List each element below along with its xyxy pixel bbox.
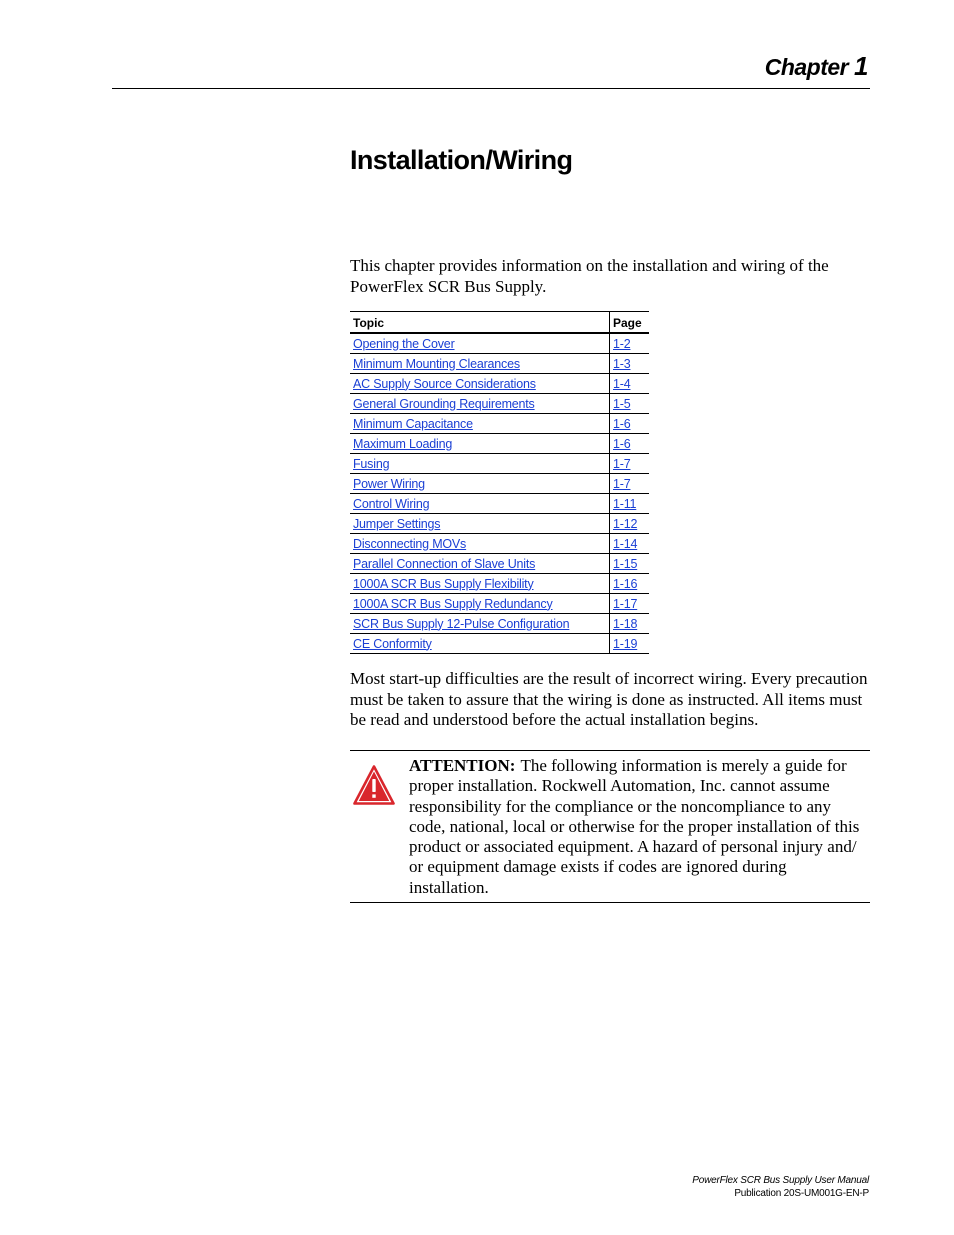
topic-link[interactable]: Jumper Settings bbox=[350, 514, 610, 534]
topic-link[interactable]: 1000A SCR Bus Supply Flexibility bbox=[350, 574, 610, 594]
footer-publication: Publication 20S-UM001G-EN-P bbox=[734, 1188, 869, 1199]
table-row bbox=[350, 354, 649, 374]
page-link[interactable]: 1-4 bbox=[610, 374, 650, 394]
page-link[interactable]: 1-11 bbox=[610, 494, 650, 514]
table-row bbox=[350, 534, 649, 554]
table-row bbox=[350, 394, 649, 414]
wiring-warning-paragraph: Most start-up difficulties are the result of incorrect wiring. Every precaution must be taken to assure that the wiring is done as instructed. All items must be read and understood before the actual installation begins. bbox=[350, 669, 868, 729]
topic-link[interactable]: General Grounding Requirements bbox=[350, 394, 610, 414]
topic-link[interactable]: Disconnecting MOVs bbox=[350, 534, 610, 554]
table-row bbox=[350, 374, 649, 394]
table-row bbox=[350, 434, 649, 454]
topic-link[interactable]: Control Wiring bbox=[350, 494, 610, 514]
intro-paragraph: This chapter provides information on the installation and wiring of the PowerFlex SCR Bus Supply. bbox=[350, 256, 829, 296]
topics-table bbox=[350, 311, 649, 654]
page-column-header: Page bbox=[610, 312, 650, 334]
page-link[interactable]: 1-6 bbox=[610, 414, 650, 434]
page-link[interactable]: 1-15 bbox=[610, 554, 650, 574]
topic-column-header: Topic bbox=[350, 312, 610, 334]
table-row bbox=[350, 594, 649, 614]
attention-box bbox=[350, 750, 870, 903]
page-link[interactable]: 1-2 bbox=[610, 333, 650, 354]
chapter-label: Chapter bbox=[764, 54, 849, 80]
page-link[interactable]: 1-5 bbox=[610, 394, 650, 414]
table-row bbox=[350, 414, 649, 434]
topic-link[interactable]: AC Supply Source Considerations bbox=[350, 374, 610, 394]
chapter-number: 1 bbox=[854, 51, 868, 81]
table-row bbox=[350, 614, 649, 634]
topics-table-body bbox=[350, 333, 649, 654]
table-row bbox=[350, 454, 649, 474]
table-header-row bbox=[350, 312, 649, 334]
page-link[interactable]: 1-7 bbox=[610, 474, 650, 494]
table-row bbox=[350, 574, 649, 594]
table-row bbox=[350, 474, 649, 494]
chapter-rule bbox=[112, 88, 870, 89]
topic-link[interactable]: Minimum Capacitance bbox=[350, 414, 610, 434]
topic-link[interactable]: Minimum Mounting Clearances bbox=[350, 354, 610, 374]
page-link[interactable]: 1-3 bbox=[610, 354, 650, 374]
page-footer bbox=[692, 1174, 869, 1200]
attention-label: ATTENTION: bbox=[409, 756, 516, 775]
table-row bbox=[350, 333, 649, 354]
page-link[interactable]: 1-18 bbox=[610, 614, 650, 634]
table-row bbox=[350, 634, 649, 654]
table-row bbox=[350, 494, 649, 514]
page-link[interactable]: 1-12 bbox=[610, 514, 650, 534]
chapter-heading bbox=[765, 52, 868, 81]
topic-link[interactable]: CE Conformity bbox=[350, 634, 610, 654]
page-title: Installation/Wiring bbox=[350, 145, 573, 175]
warning-triangle-icon bbox=[353, 765, 395, 805]
topic-link[interactable]: SCR Bus Supply 12-Pulse Configuration bbox=[350, 614, 610, 634]
page-link[interactable]: 1-16 bbox=[610, 574, 650, 594]
page-link[interactable]: 1-17 bbox=[610, 594, 650, 614]
topic-link[interactable]: Maximum Loading bbox=[350, 434, 610, 454]
attention-text bbox=[409, 756, 867, 898]
page-link[interactable]: 1-6 bbox=[610, 434, 650, 454]
attention-body: The following information is merely a guide for proper installation. Rockwell Automation, Inc. cannot assume responsibility for the compliance or the noncompliance to any code, national, local or otherwise for the proper installation of this product or associated equipment. A hazard of personal injury and/ or equipment damage exists if codes are ignored during installation. bbox=[409, 756, 860, 897]
table-row bbox=[350, 554, 649, 574]
table-row bbox=[350, 514, 649, 534]
topic-link[interactable]: Opening the Cover bbox=[350, 333, 610, 354]
footer-manual-title: PowerFlex SCR Bus Supply User Manual bbox=[692, 1175, 869, 1186]
topic-link[interactable]: Power Wiring bbox=[350, 474, 610, 494]
topic-link[interactable]: 1000A SCR Bus Supply Redundancy bbox=[350, 594, 610, 614]
page-link[interactable]: 1-19 bbox=[610, 634, 650, 654]
page-link[interactable]: 1-14 bbox=[610, 534, 650, 554]
topic-link[interactable]: Parallel Connection of Slave Units bbox=[350, 554, 610, 574]
page-link[interactable]: 1-7 bbox=[610, 454, 650, 474]
topic-link[interactable]: Fusing bbox=[350, 454, 610, 474]
